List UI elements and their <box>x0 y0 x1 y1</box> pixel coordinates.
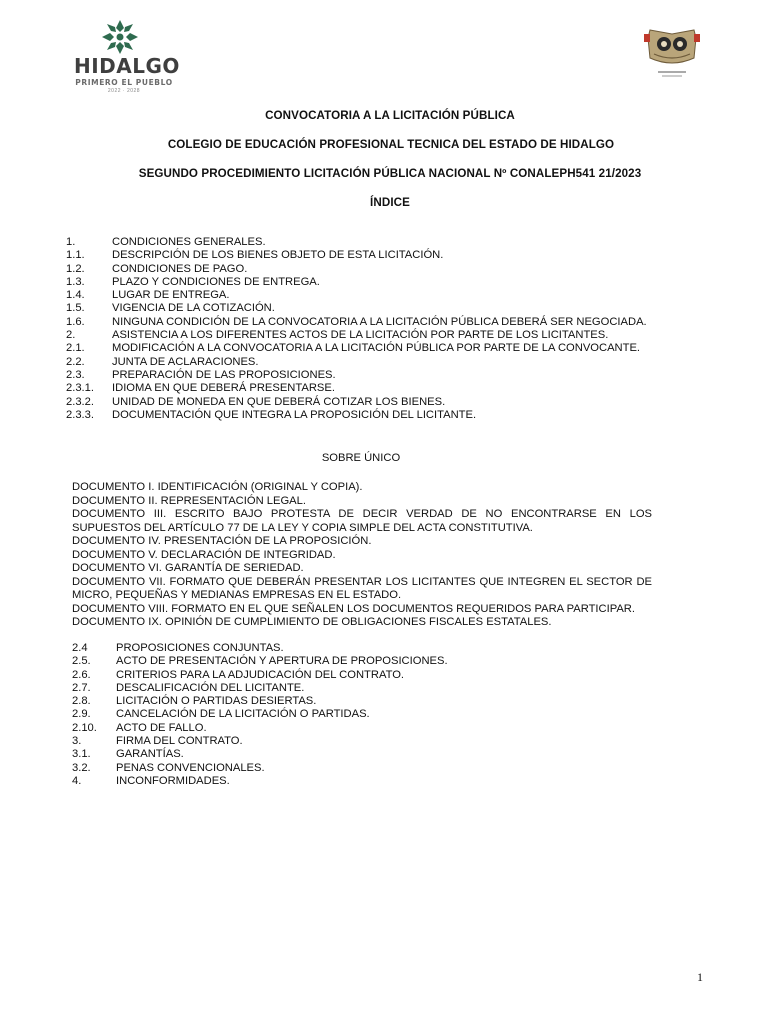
document-item: DOCUMENTO IX. OPINIÓN DE CUMPLIMIENTO DE OBLIGACIONES FISCALES ESTATALES. <box>72 616 552 628</box>
item-number: 1.2. <box>66 262 85 275</box>
item-text: LUGAR DE ENTREGA. <box>112 289 230 302</box>
hidalgo-tagline: PRIMERO EL PUEBLO <box>75 78 173 87</box>
item-number: 2.4 <box>72 642 88 654</box>
item-text: DESCALIFICACIÓN DEL LICITANTE. <box>116 681 305 694</box>
document-item-line: SUPUESTOS DEL ARTÍCULO 77 DE LA LEY Y COPIA SIMPLE DEL ACTA CONSTITUTIVA. <box>72 521 533 534</box>
document-item-line: DOCUMENTO III. ESCRITO BAJO PROTESTA DE DECIR VERDAD DE NO ENCONTRARSE EN LOS <box>72 508 652 520</box>
item-number: 2.2. <box>66 355 85 368</box>
item-text: CANCELACIÓN DE LA LICITACIÓN O PARTIDAS. <box>116 708 370 721</box>
item-text: FIRMA DEL CONTRATO. <box>116 735 243 748</box>
sobre-unico-heading: SOBRE ÚNICO <box>321 452 401 464</box>
item-number: 2.3.3. <box>66 408 94 421</box>
item-text: GARANTÍAS. <box>116 748 184 761</box>
item-text: DOCUMENTACIÓN QUE INTEGRA LA PROPOSICIÓN DEL LICITANTE. <box>112 408 477 421</box>
institution-name: COLEGIO DE EDUCACIÓN PROFESIONAL TECNICA DEL ESTADO DE HIDALGO <box>167 138 615 151</box>
document-item: DOCUMENTO II. REPRESENTACIÓN LEGAL. <box>72 494 306 507</box>
item-text: JUNTA DE ACLARACIONES. <box>112 355 259 368</box>
item-number: 2.3. <box>66 368 85 381</box>
item-number: 1. <box>66 236 76 248</box>
item-number: 2.1. <box>66 342 85 355</box>
item-text: DESCRIPCIÓN DE LOS BIENES OBJETO DE ESTA LICITACIÓN. <box>112 249 444 262</box>
item-text: CONDICIONES GENERALES. <box>112 236 266 248</box>
item-text: ASISTENCIA A LOS DIFERENTES ACTOS DE LA LICITACIÓN POR PARTE DE LOS LICITANTES. <box>112 329 609 342</box>
hidalgo-wordmark: HIDALGO <box>74 54 180 78</box>
document-item: DOCUMENTO VIII. FORMATO EN EL QUE SEÑALEN LOS DOCUMENTOS REQUERIDOS PARA PARTICIPAR. <box>72 602 635 615</box>
item-text: PLAZO Y CONDICIONES DE ENTREGA. <box>112 275 320 288</box>
document-item: DOCUMENTO V. DECLARACIÓN DE INTEGRIDAD. <box>72 548 336 561</box>
hidalgo-years: 2022 · 2028 <box>107 88 141 94</box>
item-text: INCONFORMIDADES. <box>116 774 230 787</box>
item-text: ACTO DE PRESENTACIÓN Y APERTURA DE PROPOSICIONES. <box>116 655 448 668</box>
item-number: 2.8. <box>72 695 91 708</box>
conalep-seal-icon <box>640 24 704 80</box>
hidalgo-emblem-icon <box>100 18 140 56</box>
item-number: 2.7. <box>72 681 91 694</box>
procedure-title: SEGUNDO PROCEDIMIENTO LICITACIÓN PÚBLICA NACIONAL Nº CONALEPH541 21/2023 <box>138 167 642 180</box>
document-item: DOCUMENTO IV. PRESENTACIÓN DE LA PROPOSICIÓN. <box>72 535 372 547</box>
item-text: PROPOSICIONES CONJUNTAS. <box>116 642 284 654</box>
item-number: 2.3.1. <box>66 382 94 395</box>
item-number: 2. <box>66 329 76 342</box>
item-number: 2.10. <box>72 721 97 734</box>
index-heading: ÍNDICE <box>370 196 410 209</box>
item-text: CONDICIONES DE PAGO. <box>112 262 248 275</box>
document-item: DOCUMENTO I. IDENTIFICACIÓN (ORIGINAL Y COPIA). <box>72 481 363 493</box>
item-text: PREPARACIÓN DE LAS PROPOSICIONES. <box>112 368 336 381</box>
item-number: 3.2. <box>72 761 91 774</box>
item-text: IDIOMA EN QUE DEBERÁ PRESENTARSE. <box>112 382 335 395</box>
item-number: 4. <box>72 774 82 787</box>
document-title: CONVOCATORIA A LA LICITACIÓN PÚBLICA <box>265 109 515 122</box>
item-number: 2.9. <box>72 708 91 721</box>
item-number: 1.3. <box>66 275 85 288</box>
document-item: DOCUMENTO VI. GARANTÍA DE SERIEDAD. <box>72 562 304 574</box>
item-text: LICITACIÓN O PARTIDAS DESIERTAS. <box>116 695 317 708</box>
documents-list <box>72 481 652 630</box>
page-number: 1 <box>697 970 703 984</box>
item-number: 1.6. <box>66 315 85 328</box>
document-item-line: MICRO, PEQUEÑAS Y MEDIANAS EMPRESAS EN EL ESTADO. <box>72 589 402 601</box>
item-number: 3.1. <box>72 748 91 761</box>
item-number: 1.1. <box>66 249 85 262</box>
document-item-line: DOCUMENTO VII. FORMATO QUE DEBERÁN PRESENTAR LOS LICITANTES QUE INTEGREN EL SECTOR DE <box>72 575 652 588</box>
item-text: PENAS CONVENCIONALES. <box>116 761 265 774</box>
item-number: 2.5. <box>72 655 91 668</box>
item-number: 1.4. <box>66 289 85 302</box>
item-number: 1.5. <box>66 302 85 315</box>
hidalgo-logo <box>68 18 180 94</box>
item-text: NINGUNA CONDICIÓN DE LA CONVOCATORIA A LA LICITACIÓN PÚBLICA DEBERÁ SER NEGOCIADA. <box>112 315 647 328</box>
item-text: ACTO DE FALLO. <box>116 721 207 734</box>
document-item <box>72 576 652 603</box>
item-text: MODIFICACIÓN A LA CONVOCATORIA A LA LICITACIÓN PÚBLICA POR PARTE DE LA CONVOCANTE. <box>112 342 641 355</box>
item-number: 2.6. <box>72 668 91 681</box>
item-text: UNIDAD DE MONEDA EN QUE DEBERÁ COTIZAR LOS BIENES. <box>112 395 446 408</box>
item-number: 3. <box>72 735 82 748</box>
item-text: CRITERIOS PARA LA ADJUDICACIÓN DEL CONTRATO. <box>116 668 405 681</box>
document-item <box>72 508 652 535</box>
item-text: VIGENCIA DE LA COTIZACIÓN. <box>112 302 275 315</box>
item-number: 2.3.2. <box>66 395 94 408</box>
conalep-seal-logo <box>640 24 704 80</box>
